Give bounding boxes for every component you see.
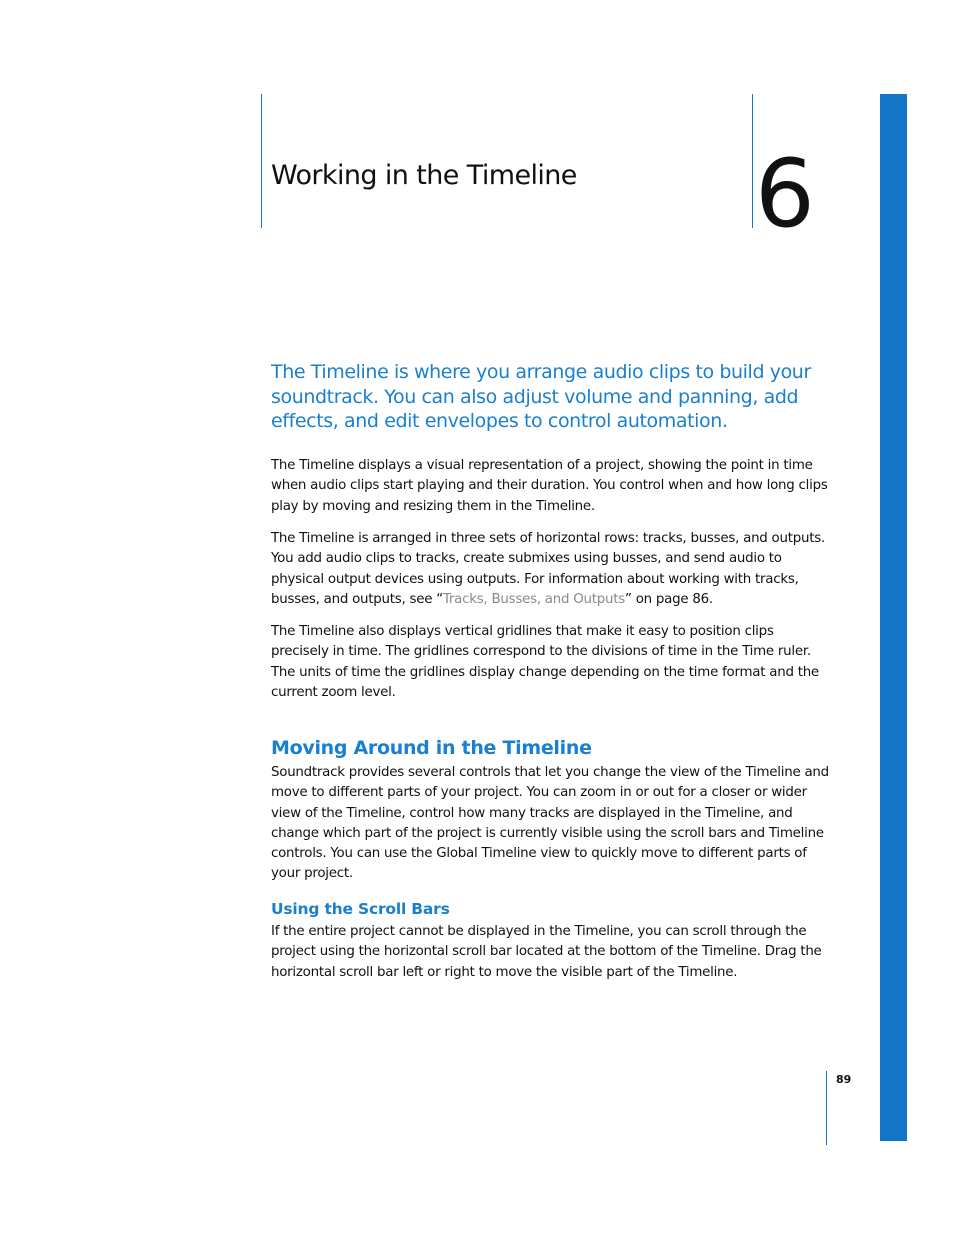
section-heading: Moving Around in the Timeline — [271, 737, 592, 759]
subsection-heading: Using the Scroll Bars — [271, 900, 450, 918]
page-number: 89 — [836, 1073, 852, 1086]
body-paragraph-3: The Timeline also displays vertical gridlines that make it easy to position clips precisely in time. The gridlines correspond to the divisions of time in the Time ruler. The units of time the gridlines display change depending on the time format and the current zoom level. — [271, 624, 819, 700]
paragraph-text: The Timeline is arranged in three sets of horizontal rows: tracks, busses, and outputs. You add audio clips to tracks, create submixes using busses, and send audio to physical output devices using outputs. For information about working with tracks, busses, and outputs, see “ — [271, 531, 825, 607]
section-body: Soundtrack provides several controls that let you change the view of the Timeline and move to different parts of your project. You can zoom in or out for a closer or wider view of the Timeline, control how many tracks are displayed in the Timeline, and change which part of the project is currently visible using the scroll bars and Timeline controls. You can use the Global Timeline view to quickly move to different parts of your project. — [271, 765, 829, 882]
title-rule-right — [752, 94, 753, 228]
cross-reference-link[interactable]: Tracks, Busses, and Outputs — [442, 591, 625, 607]
body-paragraph-2 — [271, 529, 831, 610]
chapter-side-tab — [880, 94, 907, 1141]
chapter-title: Working in the Timeline — [271, 160, 577, 191]
body-paragraph-1: The Timeline displays a visual representation of a project, showing the point in time when audio clips start playing and their duration. You control when and how long clips play by moving and resizing them in the Timeline. — [271, 458, 828, 514]
paragraph-text: ” on page 86. — [625, 591, 713, 607]
subsection-body: If the entire project cannot be displayed in the Timeline, you can scroll through the project using the horizontal scroll bar located at the bottom of the Timeline. Drag the horizontal scroll bar left or right to move the visible part of the Timeline. — [271, 924, 822, 980]
intro-paragraph: The Timeline is where you arrange audio clips to build your soundtrack. You can also adjust volume and panning, add effects, and edit envelopes to control automation. — [271, 361, 811, 432]
title-rule-left — [261, 94, 262, 228]
footer-rule — [826, 1071, 827, 1145]
chapter-number: 6 — [755, 140, 815, 249]
